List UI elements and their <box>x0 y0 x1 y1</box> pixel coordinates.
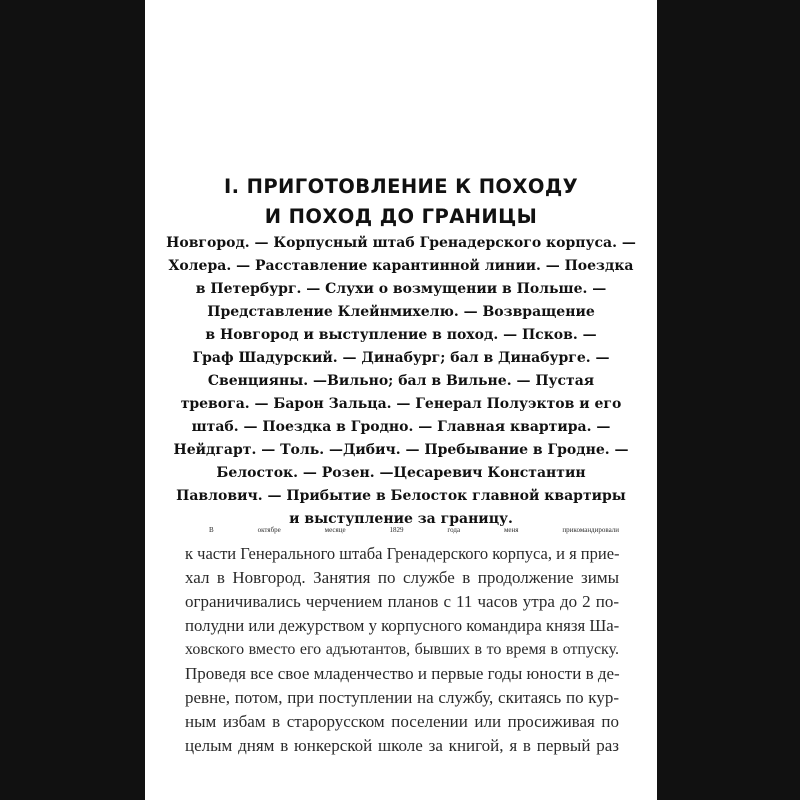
body-line: В октябре месяце 1829 года меня прикомандировали <box>209 526 619 534</box>
chapter-summary <box>145 232 657 531</box>
body-line: ограничивались черчением планов с 11 часов утра до 2 по- <box>185 592 619 611</box>
summary-line: Свенцияны. —Вильно; бал в Вильне. — Пустая <box>207 373 595 389</box>
body-line: ным избам в старорусском поселении или просиживая по <box>185 712 619 731</box>
chapter-title-line: И ПОХОД ДО ГРАНИЦЫ <box>264 205 538 228</box>
body-line: Проведя все свое младенчество и первые годы юности в де- <box>185 664 620 683</box>
right-dark-margin <box>657 0 800 800</box>
body-line: полудни или дежурством у корпусного командира князя Ша- <box>185 616 620 635</box>
summary-line: Нейдгарт. — Толь. —Дибич. — Пребывание в Гродне. — <box>173 442 629 458</box>
summary-line: Павлович. — Прибытие в Белосток главной квартиры <box>176 488 626 504</box>
summary-line: в Новгород и выступление в поход. — Псков. — <box>205 327 597 343</box>
body-line: хал в Новгород. Занятия по службе в продолжение зимы <box>185 568 619 587</box>
summary-line: Новгород. — Корпусный штаб Гренадерского корпуса. — <box>166 235 636 251</box>
summary-line: Граф Шадурский. — Динабург; бал в Динабурге. — <box>192 350 610 366</box>
summary-line: и выступление за границу. <box>289 511 513 527</box>
summary-line: Белосток. — Розен. —Цесаревич Константин <box>216 465 586 481</box>
book-page <box>145 0 657 800</box>
left-dark-margin <box>0 0 145 800</box>
body-line: к части Генерального штаба Гренадерского корпуса, и я прие- <box>185 544 620 563</box>
summary-line: тревога. — Барон Зальца. — Генерал Полуэктов и его <box>180 396 622 412</box>
body-paragraph <box>185 518 619 758</box>
summary-line: Холера. — Расставление карантинной линии. — Поездка <box>168 258 634 274</box>
summary-line: в Петербург. — Слухи о возмущении в Польше. — <box>195 281 607 297</box>
body-line: целым дням в юнкерской школе за книгой, я в первый раз <box>185 736 619 755</box>
body-line: ревне, потом, при поступлении на службу, скитаясь по кур- <box>185 688 619 707</box>
chapter-title-line: I. ПРИГОТОВЛЕНИЕ К ПОХОДУ <box>223 175 579 198</box>
chapter-title <box>145 172 657 232</box>
summary-line: штаб. — Поездка в Гродно. — Главная квартира. — <box>191 419 611 435</box>
summary-line: Представление Клейнмихелю. — Возвращение <box>207 304 595 320</box>
body-line: ховского вместо его адъютантов, бывших в то время в отпуску. <box>185 641 619 658</box>
